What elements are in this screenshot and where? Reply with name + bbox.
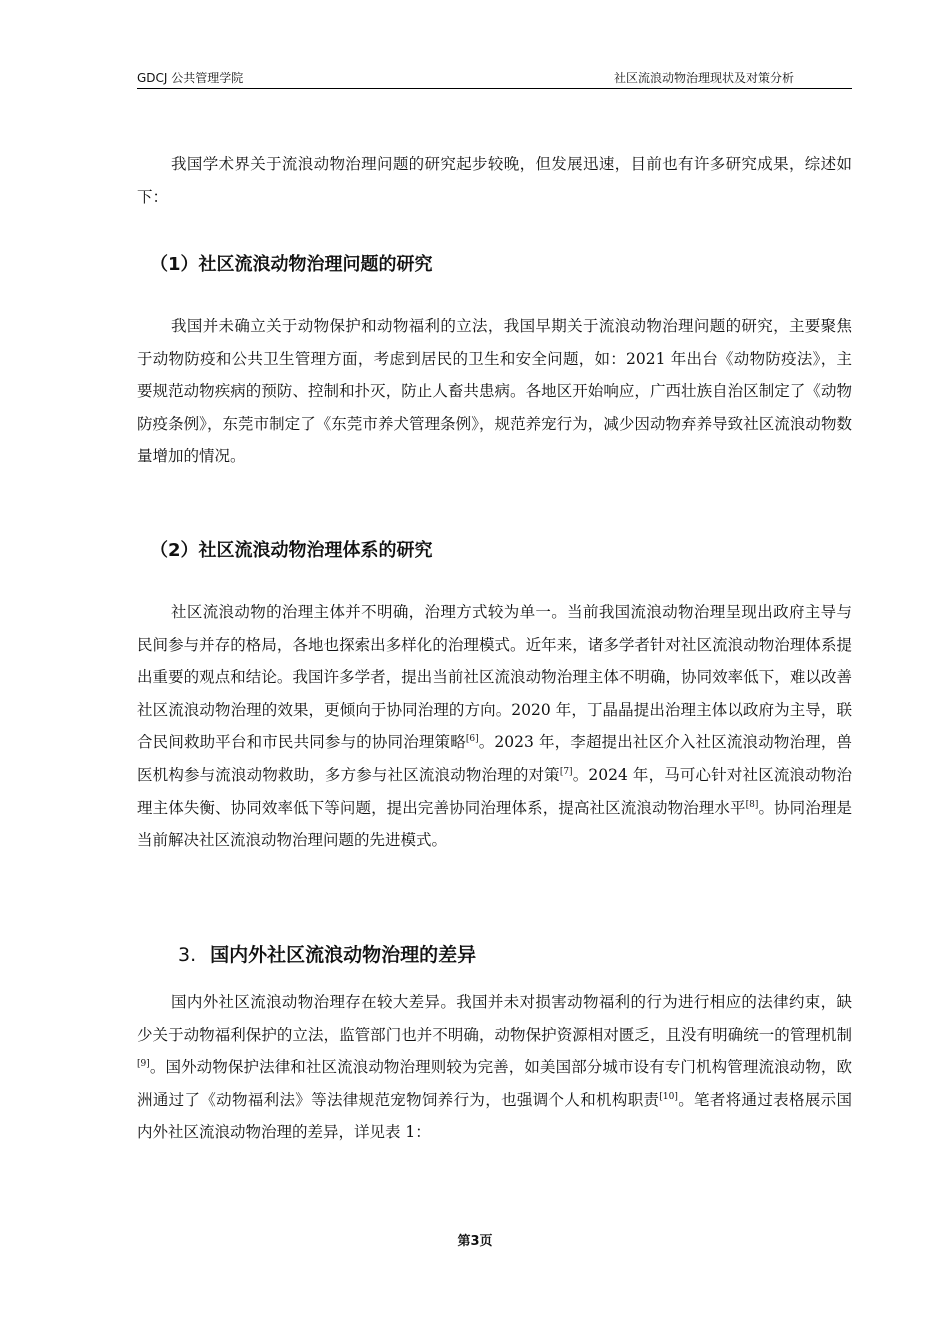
- section2-text-d: 。协同治理是当前解决社区流浪动物治理问题的先进模式。: [137, 798, 852, 850]
- section1-paragraph: 我国并未确立关于动物保护和动物福利的立法，我国早期关于流浪动物治理问题的研究，主要聚焦于动物防疫和公共卫生管理方面，考虑到居民的卫生和安全问题，如：2021 年出台《动物防疫法》，主要规范动物疾病的预防、控制和扑灭，防止人畜共患病。各地区开始响应，广西壮族自治区制定了《动物防疫条例》，东莞市制定了《东莞市养犬管理条例》，规范养宠行为，减少因动物弃养导致社区流浪动物数量增加的情况。: [137, 317, 852, 466]
- section2-heading: （2）社区流浪动物治理体系的研究: [150, 540, 433, 561]
- section3-heading: [178, 940, 476, 967]
- section3-text-a: 国内外社区流浪动物治理存在较大差异。我国并未对损害动物福利的行为进行相应的法律约束，缺少关于动物福利保护的立法，监管部门也并不明确，动物保护资源相对匮乏，且没有明确统一的管理机制: [137, 993, 852, 1044]
- section2-text-c: 。2024 年，马可心针对社区流浪动物治理主体失衡、协同效率低下等问题，提出完善协同治理体系，提高社区流浪动物治理水平: [137, 765, 852, 817]
- section2-paragraph: [137, 596, 852, 857]
- page-header: [137, 66, 852, 89]
- section3-title: 国内外社区流浪动物治理的差异: [210, 944, 477, 966]
- citation-7: [7]: [559, 766, 573, 777]
- section3-number: 3.: [178, 944, 197, 966]
- header-title: 社区流浪动物治理现状及对策分析: [613, 71, 794, 85]
- section2-text-a: 社区流浪动物的治理主体并不明确，治理方式较为单一。当前我国流浪动物治理呈现出政府主导与民间参与并存的格局，各地也探索出多样化的治理模式。近年来，诸多学者针对社区流浪动物治理体系提出重要的观点和结论。我国许多学者，提出当前社区流浪动物治理主体不明确，协同效率低下，难以改善社区流浪动物治理的效果，更倾向于协同治理的方向。2020 年，丁晶晶提出治理主体以政府为主导，联合民间救助平台和市民共同参与的协同治理策略: [137, 603, 852, 752]
- citation-10: [10]: [659, 1091, 678, 1102]
- citation-9: [9]: [137, 1059, 150, 1070]
- section1-heading: （1）社区流浪动物治理问题的研究: [150, 254, 433, 275]
- citation-8: [8]: [745, 799, 759, 810]
- section3-text-b: 。国外动物保护法律和社区流浪动物治理则较为完善，如美国部分城市设有专门机构管理流浪动物，欧洲通过了《动物福利法》等法律规范宠物饲养行为，也强调个人和机构职责: [137, 1058, 852, 1109]
- section2-text-b: 。2023 年，李超提出社区介入社区流浪动物治理，兽医机构参与流浪动物救助，多方参与社区流浪动物治理的对策: [137, 733, 852, 784]
- citation-6: [6]: [465, 734, 479, 745]
- page-number: 第3页: [457, 1234, 493, 1249]
- section3-paragraph: [137, 986, 852, 1149]
- intro-paragraph: 我国学术界关于流浪动物治理问题的研究起步较晚，但发展迅速，目前也有许多研究成果，综述如下：: [137, 155, 852, 206]
- section3-text-c: 。笔者将通过表格展示国内外社区流浪动物治理的差异，详见表 1：: [137, 1090, 852, 1142]
- header-school: GDCJ 公共管理学院: [137, 71, 244, 85]
